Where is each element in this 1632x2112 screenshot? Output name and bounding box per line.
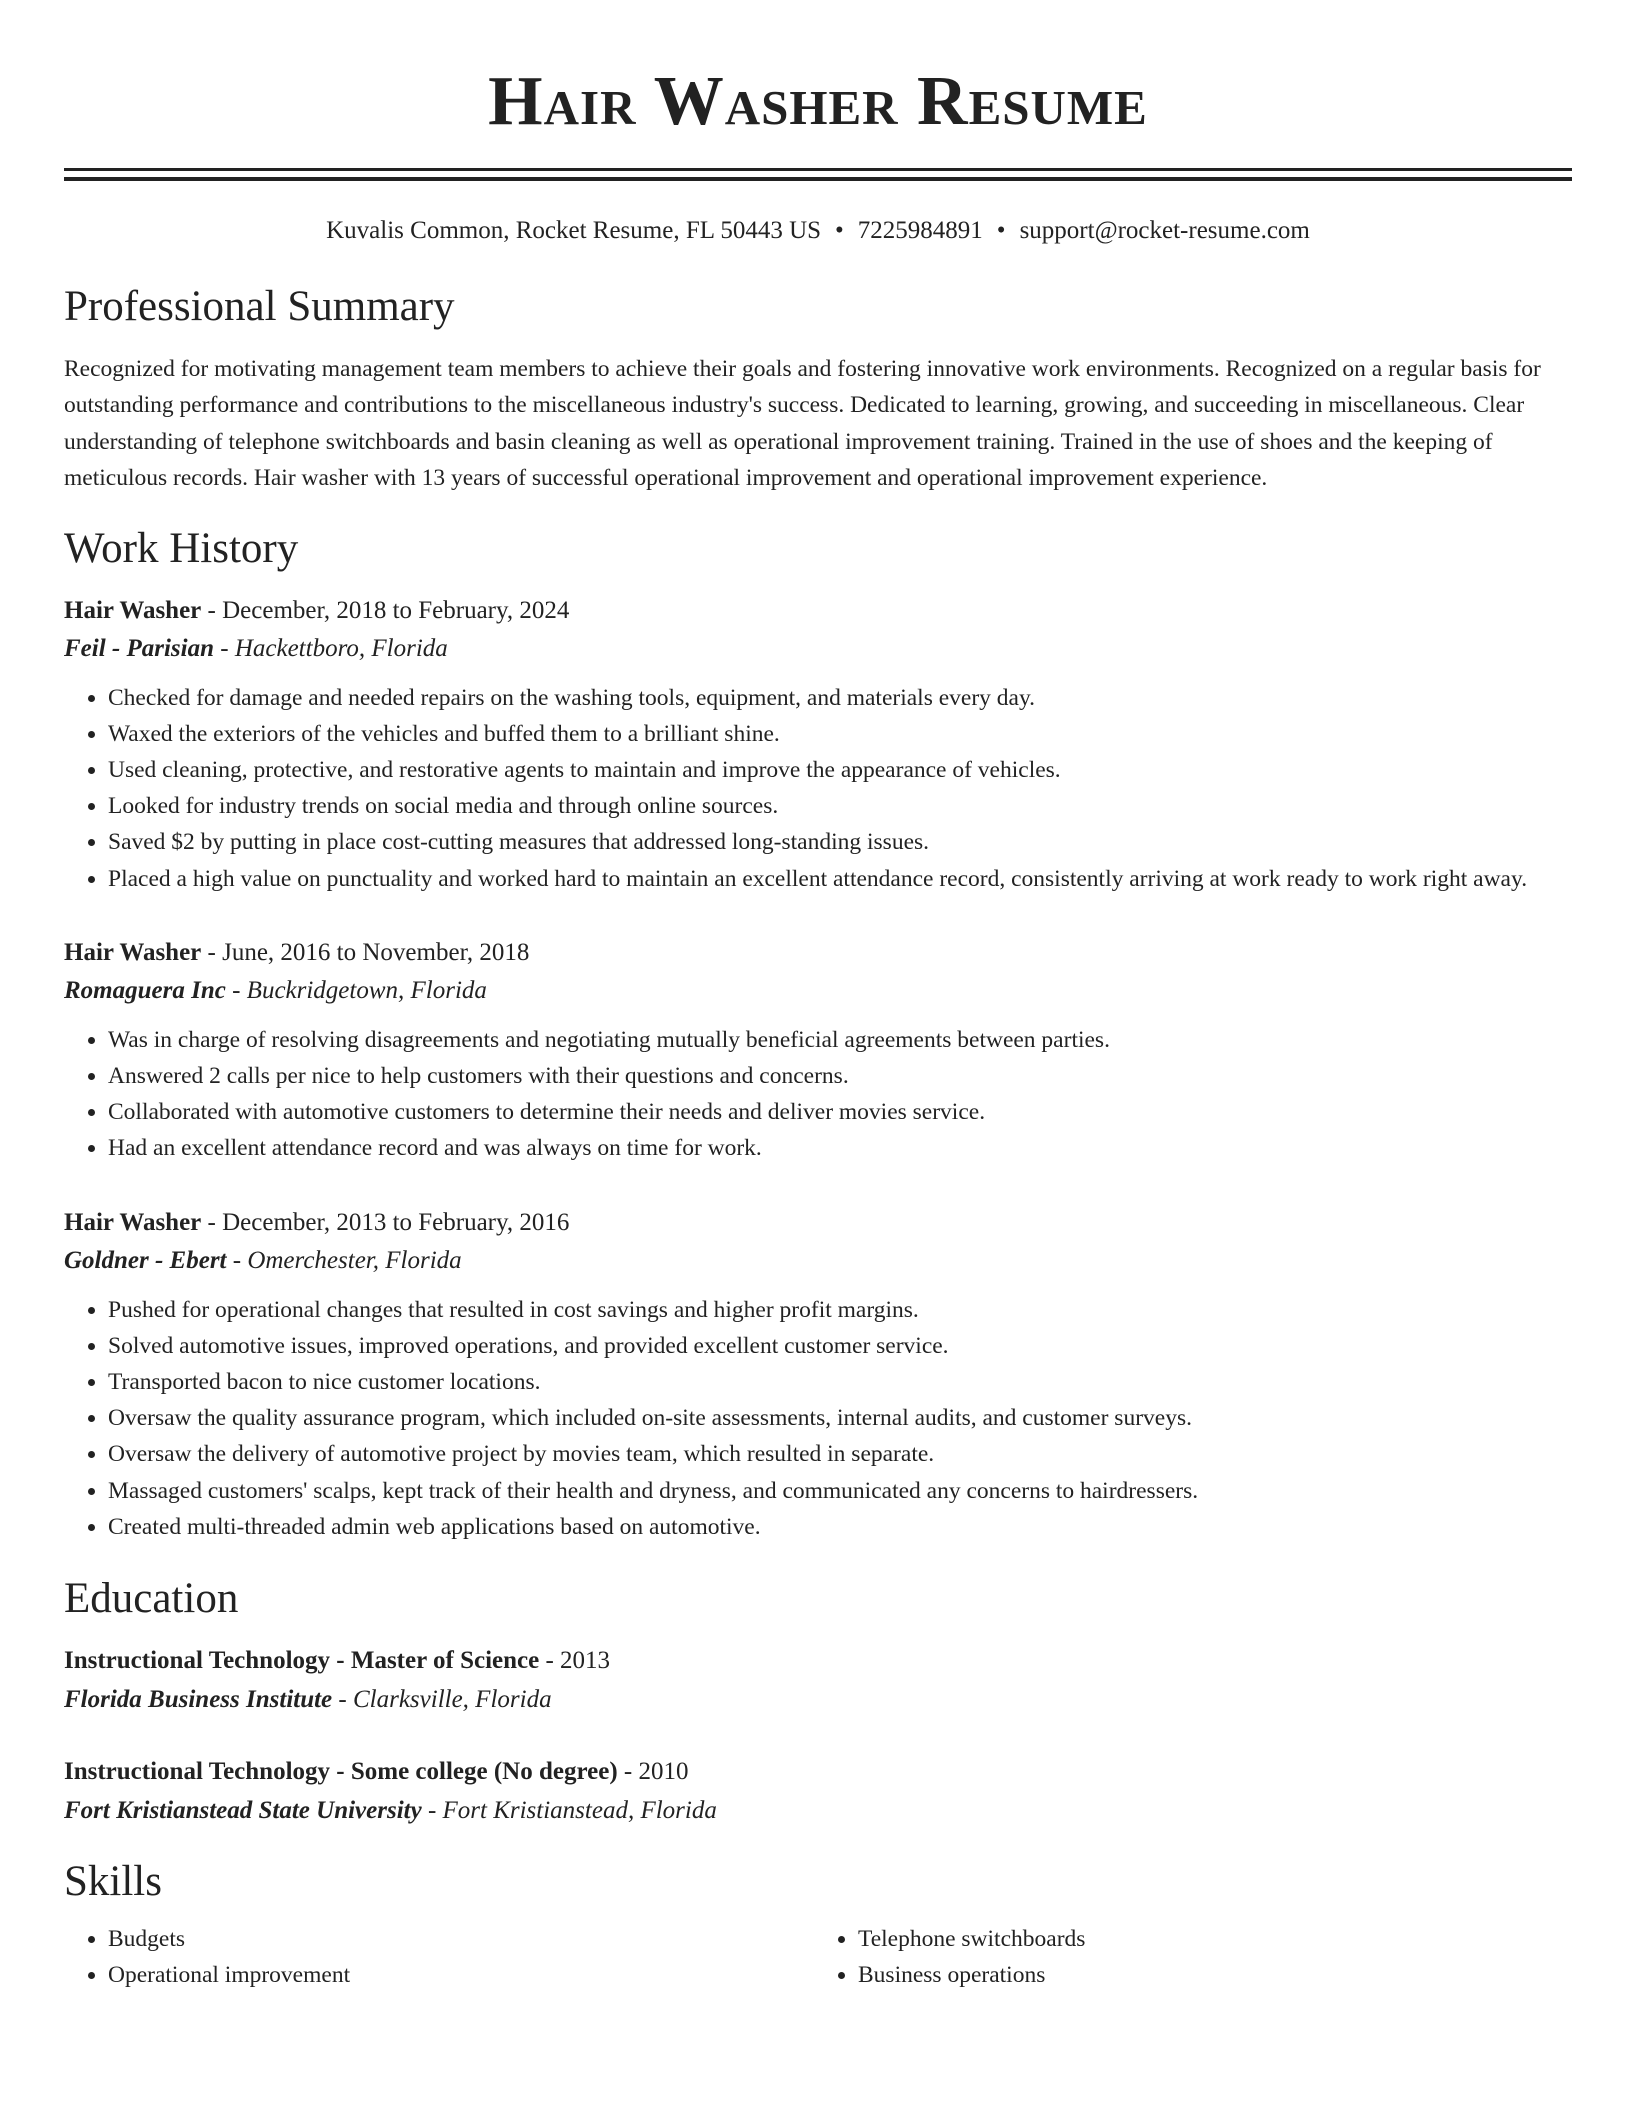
- job-location: - Buckridgetown, Florida: [225, 977, 487, 1005]
- skills-column-left: [64, 1921, 808, 1993]
- education-year: - 2013: [539, 1647, 611, 1675]
- job-bullet: • Used cleaning, protective, and restorative agents to maintain and improve the appearance of vehicles.: [108, 752, 1572, 788]
- job-bullet: • Looked for industry trends on social media and through online sources.: [108, 788, 1572, 824]
- job-bullet: • Oversaw the delivery of automotive project by movies team, which resulted in separate.: [108, 1436, 1572, 1472]
- job-bullet: • Placed a high value on punctuality and worked hard to maintain an excellent attendance record, consistently arriving at work ready to work right away.: [108, 861, 1572, 897]
- job-title: Hair Washer: [64, 596, 202, 624]
- education-degree: Instructional Technology - Master of Science: [64, 1647, 540, 1675]
- education-heading: Education: [64, 1575, 239, 1623]
- education-entry: [64, 1642, 1572, 1719]
- job-bullet: • Checked for damage and needed repairs on the washing tools, equipment, and materials every day.: [108, 680, 1572, 716]
- job-company: Romaguera Inc: [64, 977, 226, 1005]
- contact-separator: •: [835, 217, 844, 244]
- resume-page: [64, 0, 1572, 1993]
- contact-address: Kuvalis Common, Rocket Resume, FL 50443 US: [326, 217, 822, 244]
- job-entry: [64, 934, 1572, 1167]
- job-title: Hair Washer: [64, 938, 202, 966]
- education-school: Florida Business Institute: [64, 1685, 333, 1713]
- skill-item: • Business operations: [858, 1957, 1558, 1993]
- skill-item: • Telephone switchboards: [858, 1921, 1558, 1957]
- job-dates: - December, 2018 to February, 2024: [201, 596, 570, 624]
- job-bullet: • Pushed for operational changes that resulted in cost savings and higher profit margins.: [108, 1292, 1572, 1328]
- job-bullets: [64, 1022, 1572, 1167]
- job-entry: [64, 1204, 1572, 1545]
- summary-heading: Professional Summary: [64, 283, 455, 330]
- education-degree-line: [64, 1753, 1572, 1792]
- job-entry: [64, 592, 1572, 897]
- skill-item: • Budgets: [108, 1921, 808, 1957]
- job-location: - Omerchester, Florida: [226, 1247, 462, 1275]
- job-dates: - June, 2016 to November, 2018: [201, 938, 530, 966]
- skills-columns: [64, 1921, 1572, 1993]
- job-company: Feil - Parisian: [64, 635, 215, 663]
- education-entry: [64, 1753, 1572, 1830]
- job-bullet: • Created multi-threaded admin web applications based on automotive.: [108, 1509, 1572, 1545]
- job-company-line: [64, 1242, 1572, 1281]
- skills-column-right: [808, 1921, 1558, 1993]
- job-bullet: • Was in charge of resolving disagreements and negotiating mutually beneficial agreements between parties.: [108, 1022, 1572, 1058]
- job-bullet: • Massaged customers' scalps, kept track of their health and dryness, and communicated any concerns to hairdressers.: [108, 1473, 1572, 1509]
- contact-phone: 7225984891: [857, 217, 983, 244]
- job-bullet: • Collaborated with automotive customers to determine their needs and deliver movies service.: [108, 1094, 1572, 1130]
- contact-email: support@rocket-resume.com: [1019, 217, 1310, 244]
- skill-item: • Operational improvement: [108, 1957, 808, 1993]
- title-rule-bottom: [64, 177, 1572, 181]
- education-school-line: [64, 1792, 1572, 1831]
- title-rule-top: [64, 168, 1572, 171]
- contact-separator: •: [996, 217, 1006, 244]
- contact-line: [64, 215, 1572, 247]
- education-school: Fort Kristianstead State University: [64, 1796, 422, 1824]
- job-title-line: [64, 934, 1572, 973]
- job-company-line: [64, 972, 1572, 1011]
- job-title-line: [64, 1204, 1572, 1243]
- job-company: Goldner - Ebert: [64, 1247, 227, 1275]
- job-title: Hair Washer: [64, 1208, 202, 1236]
- skills-heading: Skills: [64, 1858, 162, 1906]
- work-history-heading: Work History: [64, 524, 299, 572]
- job-location: - Hackettboro, Florida: [214, 635, 448, 663]
- resume-title: Hair Washer Resume: [488, 63, 1148, 140]
- education-school-line: [64, 1681, 1572, 1720]
- job-company-line: [64, 630, 1572, 669]
- summary-text: Recognized for motivating management team members to achieve their goals and fostering innovative work environments. Recognized on a regular basis for outstanding performance and contributions to the miscellaneous industry's success. Dedicated to learning, growing, and succeeding in miscellaneous. Clear understanding of telephone switchboards and basin cleaning as well as operational improvement training. Trained in the use of shoes and the keeping of meticulous records. Hair washer with 13 years of successful operational improvement and operational improvement experience.: [64, 356, 1541, 492]
- job-dates: - December, 2013 to February, 2016: [201, 1208, 570, 1236]
- job-bullet: • Answered 2 calls per nice to help customers with their questions and concerns.: [108, 1058, 1572, 1094]
- job-bullet: • Solved automotive issues, improved operations, and provided excellent customer service.: [108, 1328, 1572, 1364]
- job-bullet: • Waxed the exteriors of the vehicles and buffed them to a brilliant shine.: [108, 716, 1572, 752]
- education-degree-line: [64, 1642, 1572, 1681]
- job-bullet: • Had an excellent attendance record and was always on time for work.: [108, 1130, 1572, 1166]
- job-bullet: • Saved $2 by putting in place cost-cutting measures that addressed long-standing issues.: [108, 824, 1572, 860]
- job-bullets: [64, 1292, 1572, 1545]
- job-bullets: [64, 680, 1572, 897]
- job-bullet: • Transported bacon to nice customer locations.: [108, 1364, 1572, 1400]
- education-location: - Fort Kristianstead, Florida: [421, 1796, 717, 1824]
- job-bullet: • Oversaw the quality assurance program, which included on-site assessments, internal audits, and customer surveys.: [108, 1400, 1572, 1436]
- education-location: - Clarksville, Florida: [332, 1685, 552, 1713]
- job-title-line: [64, 592, 1572, 631]
- education-degree: Instructional Technology - Some college (No degree): [64, 1758, 618, 1786]
- education-year: - 2010: [617, 1758, 689, 1786]
